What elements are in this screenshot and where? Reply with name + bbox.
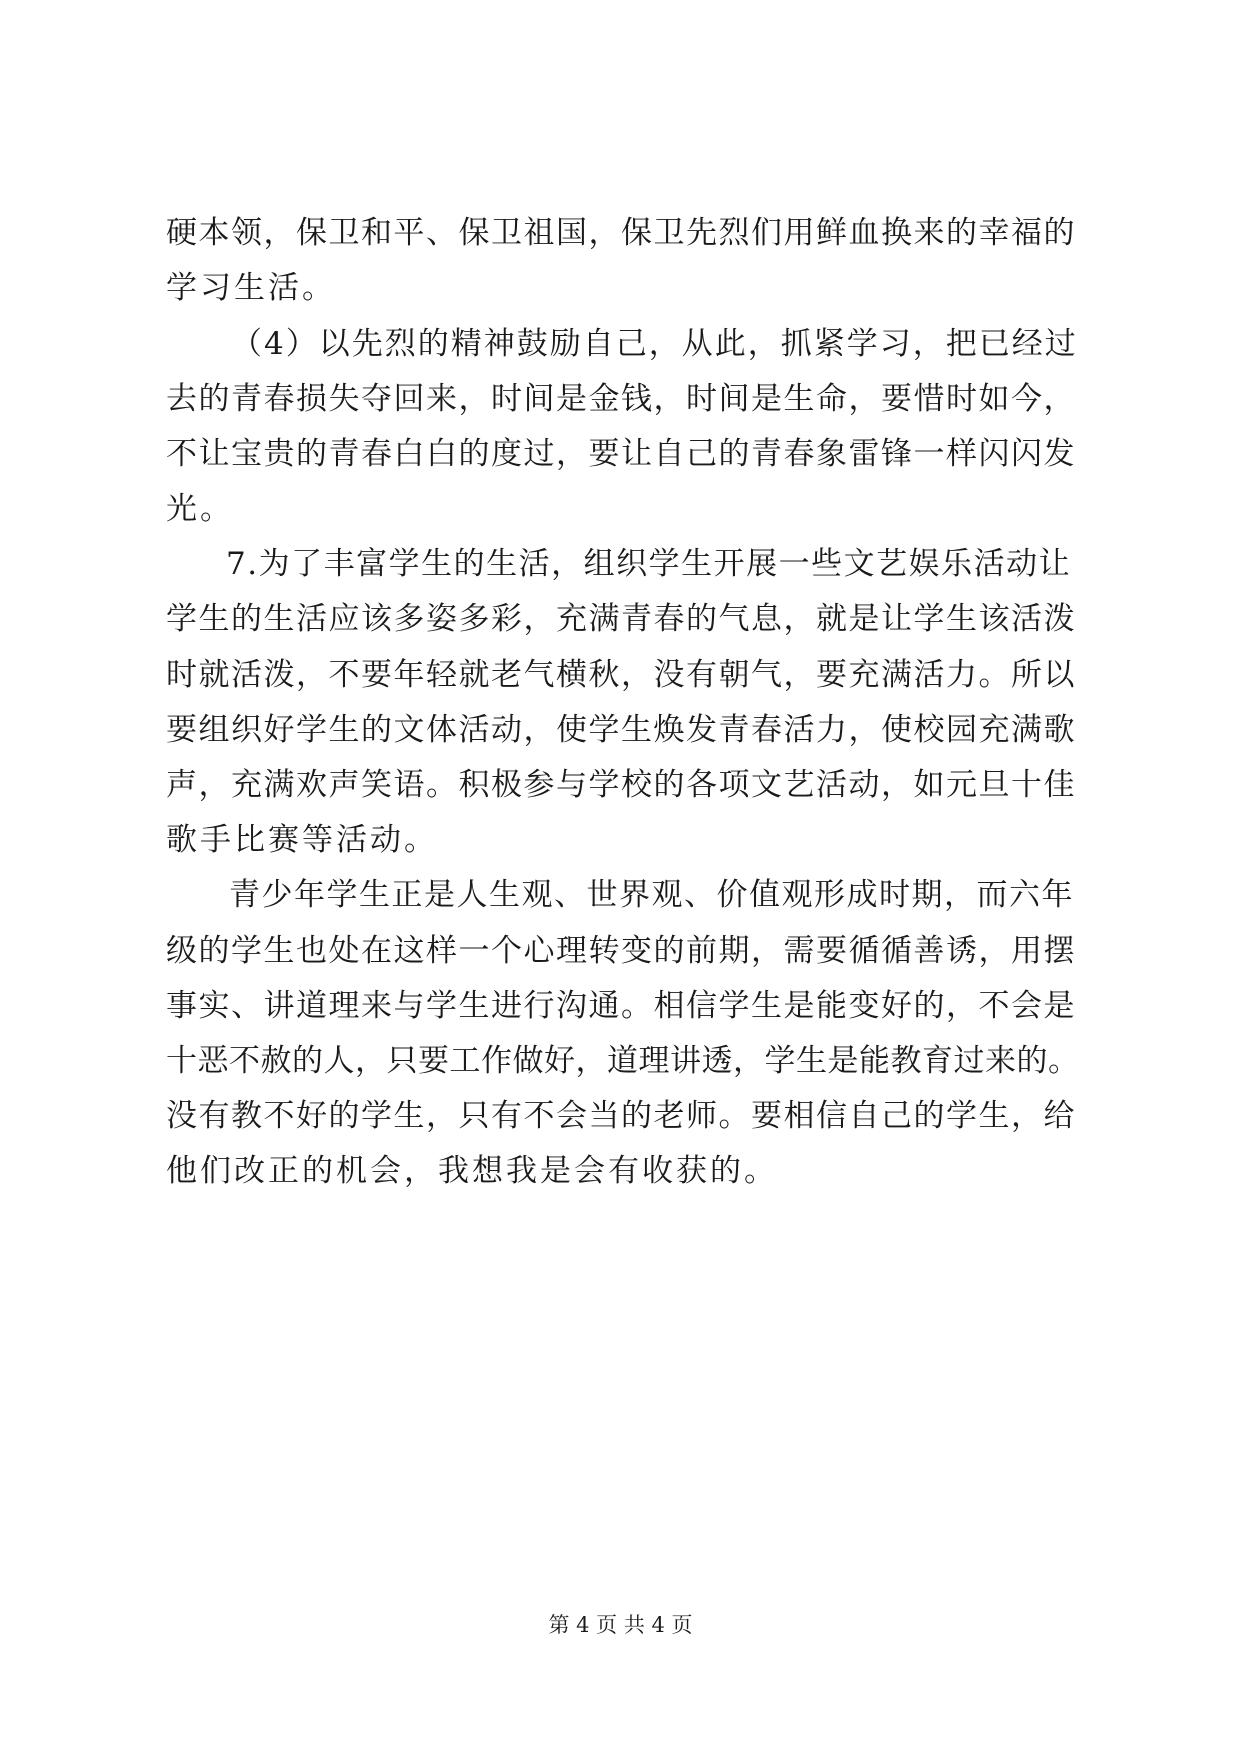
text-line: 7.为了丰富学生的生活，组织学生开展一些文艺娱乐活动让 bbox=[226, 546, 1072, 582]
text-line: 声，充满欢声笑语。积极参与学校的各项文艺活动，如元旦十佳 bbox=[166, 767, 1076, 803]
text-line: 事实、讲道理来与学生进行沟通。相信学生是能变好的，不会是 bbox=[166, 988, 1076, 1024]
text-line: 没有教不好的学生，只有不会当的老师。要相信自己的学生，给 bbox=[166, 1098, 1076, 1134]
text-line: 歌手比赛等活动。 bbox=[166, 822, 438, 858]
text-line: 光。 bbox=[166, 491, 234, 527]
page-number-footer: 第 4 页 共 4 页 bbox=[548, 1613, 693, 1637]
text-line: 时就活泼，不要年轻就老气横秋，没有朝气，要充满活力。所以 bbox=[166, 657, 1076, 693]
text-line: 青少年学生正是人生观、世界观、价值观形成时期，而六年 bbox=[229, 877, 1074, 913]
text-line: 学生的生活应该多姿多彩，充满青春的气息，就是让学生该活泼 bbox=[166, 601, 1076, 637]
text-line: 级的学生也处在这样一个心理转变的前期，需要循循善诱，用摆 bbox=[166, 933, 1076, 969]
text-line: 硬本领，保卫和平、保卫祖国，保卫先烈们用鲜血换来的幸福的 bbox=[166, 215, 1076, 251]
text-line: 要组织好学生的文体活动，使学生焕发青春活力，使校园充满歌 bbox=[166, 712, 1076, 748]
text-line: 十恶不赦的人，只要工作做好，道理讲透，学生是能教育过来的。 bbox=[166, 1043, 1080, 1079]
text-line: 去的青春损失夺回来，时间是金钱，时间是生命，要惜时如今， bbox=[166, 381, 1076, 417]
text-line: 学习生活。 bbox=[166, 270, 336, 306]
text-line: 不让宝贵的青春白白的度过，要让自己的青春象雷锋一样闪闪发 bbox=[166, 436, 1076, 472]
text-line: （4）以先烈的精神鼓励自己，从此，抓紧学习，把已经过 bbox=[231, 326, 1078, 362]
text-line: 他们改正的机会，我想我是会有收获的。 bbox=[166, 1153, 778, 1189]
